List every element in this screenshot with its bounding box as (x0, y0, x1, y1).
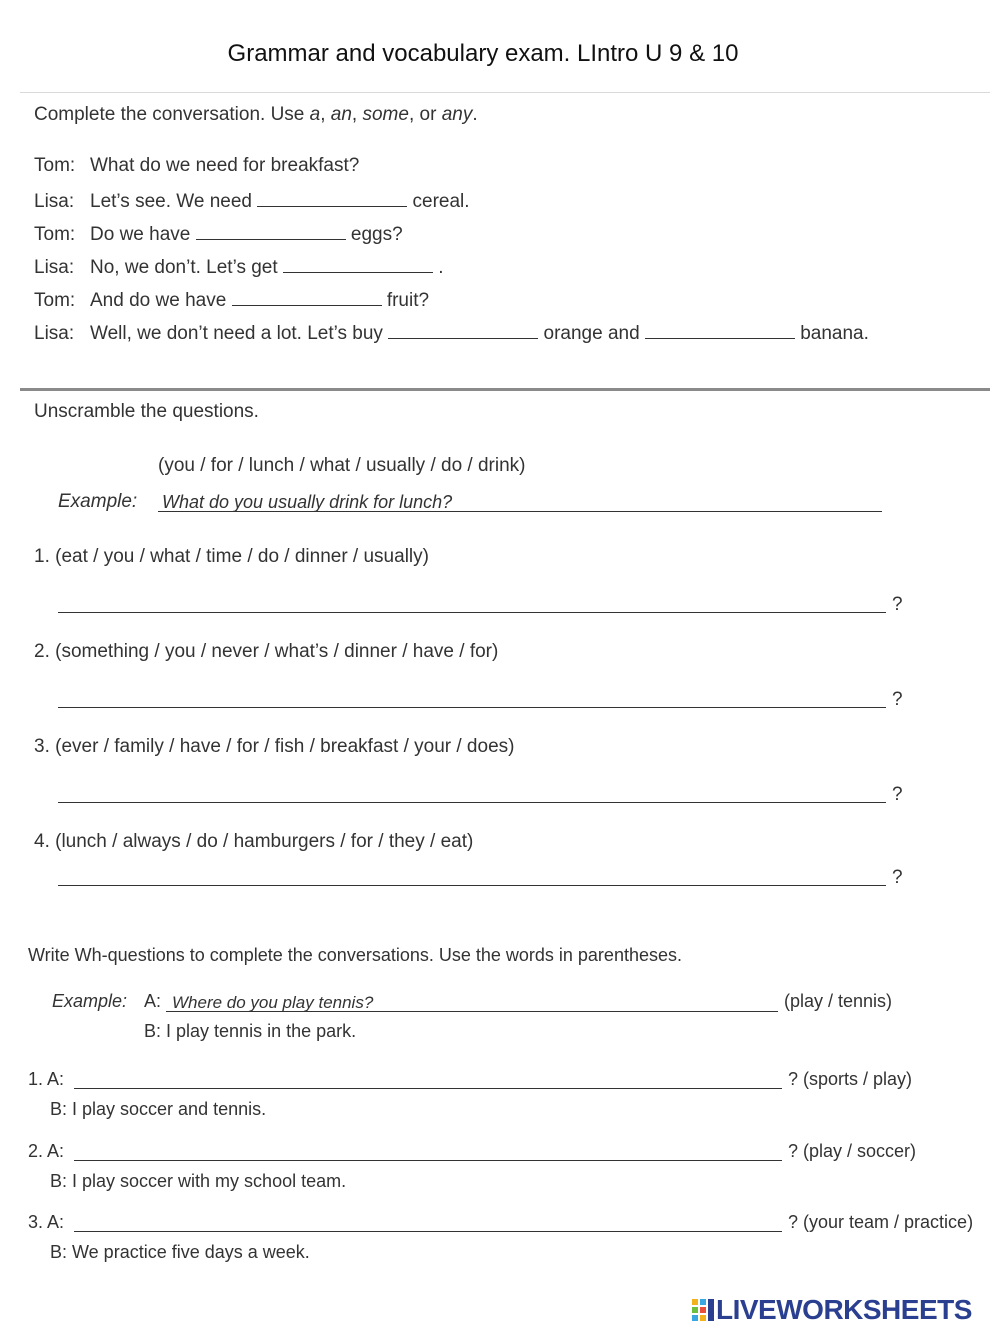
unscramble-answer-2[interactable] (58, 707, 886, 708)
logo-text: LIVEWORKSHEETS (716, 1294, 972, 1325)
top-divider (20, 92, 990, 93)
unscramble-prompt-3: 3. (ever / family / have / for / fish / breakfast / your / does) (34, 736, 515, 757)
speaker: Tom: (34, 290, 76, 311)
question-mark: ? (892, 594, 903, 615)
wh-item-3-hint: ? (your team / practice) (788, 1212, 974, 1232)
answer-blank[interactable] (283, 254, 433, 273)
example-answer: Where do you play tennis? (172, 993, 374, 1012)
unscramble-answer-4[interactable] (58, 885, 886, 886)
wh-item-1-b: B: I play soccer and tennis. (50, 1099, 267, 1119)
example-b-line: B: I play tennis in the park. (144, 1021, 357, 1041)
section2-instruction: Unscramble the questions. (34, 401, 259, 422)
unscramble-answer-3[interactable] (58, 802, 886, 803)
example-label: Example: (58, 491, 138, 512)
speaker: Lisa: (34, 191, 75, 212)
example-answer: What do you usually drink for lunch? (162, 492, 453, 512)
wh-item-3-b: B: We practice five days a week. (50, 1242, 310, 1262)
section1-instruction: Complete the conversation. Use a, an, some, or any. (34, 104, 478, 125)
logo-grid-icon (692, 1299, 714, 1321)
answer-blank[interactable] (232, 287, 382, 306)
speaker: Tom: (34, 155, 76, 176)
wh-item-1-hint: ? (sports / play) (788, 1069, 913, 1089)
question-mark: ? (892, 689, 903, 710)
question-mark: ? (892, 784, 903, 805)
conversation-line-6: Lisa: Well, we don’t need a lot. Let’s buy orange and banana. (34, 320, 869, 345)
answer-blank[interactable] (196, 221, 346, 240)
wh-item-1-label: 1. A: (28, 1069, 65, 1089)
speaker: Tom: (34, 224, 76, 245)
page-title: Grammar and vocabulary exam. LIntro U 9 & 10 (227, 40, 739, 67)
conversation-line-5: Tom: And do we have fruit? (34, 287, 429, 312)
unscramble-answer-1[interactable] (58, 612, 886, 613)
wh-answer-1[interactable] (74, 1088, 782, 1089)
question-mark: ? (892, 867, 903, 888)
wh-item-2-b: B: I play soccer with my school team. (50, 1171, 347, 1191)
unscramble-prompt-2: 2. (something / you / never / what’s / dinner / have / for) (34, 641, 499, 662)
example-words: (you / for / lunch / what / usually / do / drink) (158, 455, 526, 476)
speaker: Lisa: (34, 323, 75, 344)
unscramble-prompt-1: 1. (eat / you / what / time / do / dinner / usually) (34, 546, 429, 567)
section-divider (20, 388, 990, 391)
wh-item-2-hint: ? (play / soccer) (788, 1141, 917, 1161)
conversation-line-2: Lisa: Let’s see. We need cereal. (34, 188, 470, 213)
example-label: Example: (52, 991, 128, 1011)
wh-answer-2[interactable] (74, 1160, 782, 1161)
wh-answer-3[interactable] (74, 1231, 782, 1232)
example-a-label: A: (144, 991, 162, 1011)
unscramble-prompt-4: 4. (lunch / always / do / hamburgers / for / they / eat) (34, 831, 474, 852)
wh-item-2-label: 2. A: (28, 1141, 65, 1161)
conversation-line-3: Tom: Do we have eggs? (34, 221, 403, 246)
conversation-line-4: Lisa: No, we don’t. Let’s get . (34, 254, 444, 279)
example-hint: (play / tennis) (784, 991, 893, 1011)
section3-instruction: Write Wh-questions to complete the conversations. Use the words in parentheses. (28, 945, 682, 965)
conversation-line-1: Tom: What do we need for breakfast? (34, 155, 360, 176)
wh-item-3-label: 3. A: (28, 1212, 65, 1232)
answer-blank[interactable] (257, 188, 407, 207)
answer-blank[interactable] (645, 320, 795, 339)
answer-blank[interactable] (388, 320, 538, 339)
speaker: Lisa: (34, 257, 75, 278)
liveworksheets-logo[interactable] (692, 1294, 972, 1326)
